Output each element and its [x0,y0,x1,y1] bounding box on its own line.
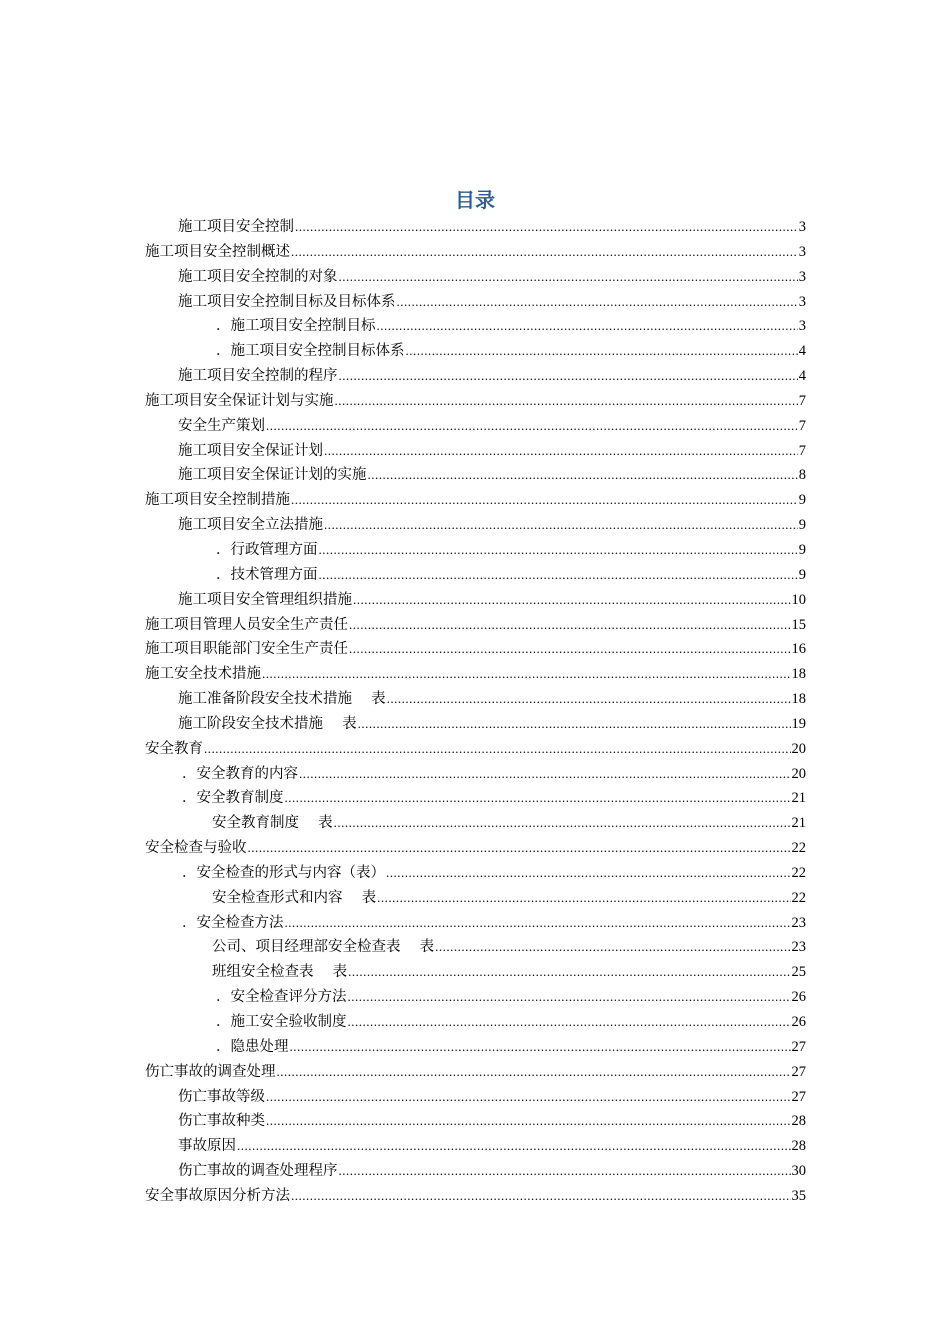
toc-dot-leader [348,960,790,985]
toc-entry-page-number: 26 [791,989,806,1006]
toc-entry[interactable] [145,911,806,936]
toc-dot-leader [349,613,791,638]
toc-dot-leader [348,985,791,1010]
toc-dot-leader [266,414,798,439]
toc-dot-leader [262,662,791,687]
toc-dot-leader [406,339,798,364]
toc-entry-title: ．安全教育制度 [182,790,284,807]
toc-entry[interactable] [145,712,806,737]
toc-entry-title: 施工项目安全管理组织措施 [178,591,352,608]
toc-dot-leader [335,389,798,414]
toc-dot-leader [358,712,791,737]
toc-entry-title: 伤亡事故的调查处理程序 [178,1163,338,1180]
toc-entry-page-number: 15 [791,616,806,633]
toc-entry-page-number: 9 [798,566,806,583]
toc-entry[interactable] [145,687,806,712]
toc-entry[interactable] [145,637,806,662]
toc-entry-page-number: 22 [791,889,806,906]
toc-entry-page-number: 21 [791,815,806,832]
toc-entry-title: 安全检查与验收 [145,840,247,857]
toc-entry-title: 施工项目安全控制 [178,219,294,235]
toc-entry-title: 施工项目安全控制措施 [145,492,290,509]
toc-entry-page-number: 35 [791,1187,806,1204]
toc-entry[interactable] [145,762,806,787]
toc-entry-page-number: 20 [791,765,806,782]
toc-entry-title: 施工项目安全保证计划的实施 [178,467,367,484]
toc-dot-leader [295,215,798,240]
toc-entry-page-number: 18 [791,691,806,708]
toc-entry-title: ．施工项目安全控制目标体系 [216,343,405,360]
toc-dot-leader [348,1010,791,1035]
toc-entry-page-number: 9 [798,492,806,509]
toc-entry-title: ．技术管理方面 [216,566,318,583]
toc-entry-title: 施工项目管理人员安全生产责任 [145,616,348,633]
toc-dot-leader [339,265,798,290]
toc-entry[interactable] [145,836,806,861]
toc-dot-leader [266,1109,791,1134]
toc-dot-leader [290,1035,791,1060]
toc-entry-page-number: 20 [791,740,806,757]
table-of-contents [145,215,806,1209]
toc-entry-page-number: 25 [791,964,806,981]
toc-entry-title: 施工项目安全控制概述 [145,243,290,260]
toc-entry-title: ．行政管理方面 [216,541,318,558]
toc-entry-title: ．安全教育的内容 [182,765,298,782]
toc-entry[interactable] [145,786,806,811]
toc-entry-page-number: 10 [791,591,806,608]
toc-dot-leader [334,811,791,836]
toc-entry-title: 伤亡事故等级 [178,1088,265,1105]
toc-dot-leader [291,240,798,265]
toc-entry-page-number: 7 [798,417,806,434]
toc-dot-leader [204,737,791,762]
toc-dot-leader [285,786,791,811]
toc-entry-page-number: 22 [791,864,806,881]
toc-entry[interactable] [145,960,806,985]
toc-entry[interactable] [145,265,806,290]
toc-entry[interactable] [145,538,806,563]
toc-dot-leader [339,364,798,389]
toc-dot-leader [349,637,791,662]
toc-entry-page-number: 7 [798,442,806,459]
toc-dot-leader [397,290,798,315]
toc-dot-leader [377,886,790,911]
toc-entry[interactable] [145,290,806,315]
toc-dot-leader [299,762,791,787]
toc-entry-title: 伤亡事故种类 [178,1113,265,1130]
toc-dot-leader [387,687,791,712]
toc-entry-page-number: 3 [798,318,806,335]
toc-entry[interactable] [145,463,806,488]
toc-entry-page-number: 28 [791,1138,806,1155]
toc-entry[interactable] [145,215,806,240]
toc-entry-title: ．安全检查的形式与内容（表） [182,864,385,881]
toc-entry-page-number: 22 [791,840,806,857]
toc-entry[interactable] [145,737,806,762]
toc-dot-leader [339,1159,791,1184]
toc-dot-leader [266,1085,791,1110]
toc-dot-leader [319,538,798,563]
toc-dot-leader [368,463,798,488]
toc-entry[interactable] [145,886,806,911]
toc-entry[interactable] [145,662,806,687]
toc-entry[interactable] [145,414,806,439]
toc-entry-title: 施工项目安全控制的对象 [178,268,338,285]
toc-entry-title: ．安全检查方法 [182,914,284,931]
toc-entry-page-number: 23 [791,914,806,931]
toc-entry-title: 施工准备阶段安全技术措施 表 [178,691,386,708]
toc-dot-leader [248,836,791,861]
toc-entry[interactable] [145,588,806,613]
toc-entry-page-number: 26 [791,1014,806,1030]
toc-entry-page-number: 21 [791,790,806,807]
toc-entry[interactable] [145,1060,806,1085]
toc-dot-leader [237,1134,791,1159]
toc-dot-leader [285,911,791,936]
toc-entry[interactable] [145,364,806,389]
toc-entry[interactable] [145,439,806,464]
toc-entry-title: 安全检查形式和内容 表 [212,889,377,906]
toc-entry-title: 公司、项目经理部安全检查表 表 [212,939,435,956]
toc-entry-page-number: 9 [798,541,806,558]
toc-dot-leader [277,1060,791,1085]
toc-entry-title: ．隐患处理 [216,1038,289,1055]
toc-entry[interactable] [145,563,806,588]
toc-entry-page-number: 18 [791,666,806,683]
toc-dot-leader [324,513,798,538]
toc-entry-title: 事故原因 [178,1138,236,1155]
toc-dot-leader [319,563,798,588]
toc-entry[interactable] [145,1010,806,1035]
toc-entry[interactable] [145,389,806,414]
toc-dot-leader [353,588,791,613]
toc-entry-page-number: 7 [798,392,806,409]
toc-entry-title: 施工项目安全保证计划与实施 [145,392,334,409]
toc-dot-leader [435,935,790,960]
toc-entry-title: 施工阶段安全技术措施 表 [178,715,357,732]
toc-entry-title: ．施工项目安全控制目标 [216,318,376,335]
toc-entry-title: ．施工安全验收制度 [216,1014,347,1030]
toc-entry[interactable] [145,1085,806,1110]
toc-entry[interactable] [145,613,806,638]
toc-dot-leader [324,439,798,464]
toc-entry-page-number: 9 [798,517,806,534]
toc-dot-leader [377,314,798,339]
toc-entry-title: 伤亡事故的调查处理 [145,1063,276,1080]
toc-entry-title: 安全教育 [145,740,203,757]
toc-entry-page-number: 16 [791,641,806,658]
toc-entry[interactable] [145,488,806,513]
toc-dot-leader [291,1184,791,1209]
toc-entry[interactable] [145,1184,806,1209]
toc-entry[interactable] [145,339,806,364]
toc-entry-page-number: 4 [798,368,806,385]
toc-entry-title: 施工项目安全控制的程序 [178,368,338,385]
toc-entry-page-number: 8 [798,467,806,484]
toc-entry-page-number: 19 [791,715,806,732]
toc-entry-title: ．安全检查评分方法 [216,989,347,1006]
toc-entry-page-number: 30 [791,1163,806,1180]
toc-entry-title: 安全教育制度 表 [212,815,333,832]
toc-entry[interactable] [145,513,806,538]
toc-entry-title: 班组安全检查表 表 [212,964,348,981]
toc-entry-page-number: 4 [798,343,806,360]
toc-entry-page-number: 27 [791,1038,806,1055]
toc-entry[interactable] [145,861,806,886]
toc-entry-title: 施工项目安全保证计划 [178,442,323,459]
toc-entry-title: 安全生产策划 [178,417,265,434]
toc-entry[interactable] [145,1159,806,1184]
toc-entry-title: 施工项目职能部门安全生产责任 [145,641,348,658]
toc-entry[interactable] [145,314,806,339]
toc-entry[interactable] [145,1035,806,1060]
toc-entry-title: 施工项目安全立法措施 [178,517,323,534]
toc-entry[interactable] [145,811,806,836]
toc-entry-page-number: 23 [791,939,806,956]
toc-entry-page-number: 3 [798,268,806,285]
toc-dot-leader [386,861,791,886]
toc-entry[interactable] [145,935,806,960]
toc-entry-page-number: 28 [791,1113,806,1130]
toc-entry-page-number: 3 [798,293,806,310]
toc-entry-title: 施工安全技术措施 [145,666,261,683]
toc-title: 目录 [455,188,495,213]
toc-entry[interactable] [145,240,806,265]
toc-entry[interactable] [145,1134,806,1159]
toc-dot-leader [291,488,798,513]
toc-entry[interactable] [145,985,806,1010]
toc-entry[interactable] [145,1109,806,1134]
toc-entry-title: 施工项目安全控制目标及目标体系 [178,293,396,310]
toc-entry-page-number: 3 [798,219,806,235]
toc-entry-page-number: 27 [791,1088,806,1105]
toc-entry-page-number: 3 [798,243,806,260]
toc-entry-title: 安全事故原因分析方法 [145,1187,290,1204]
toc-entry-page-number: 27 [791,1063,806,1080]
